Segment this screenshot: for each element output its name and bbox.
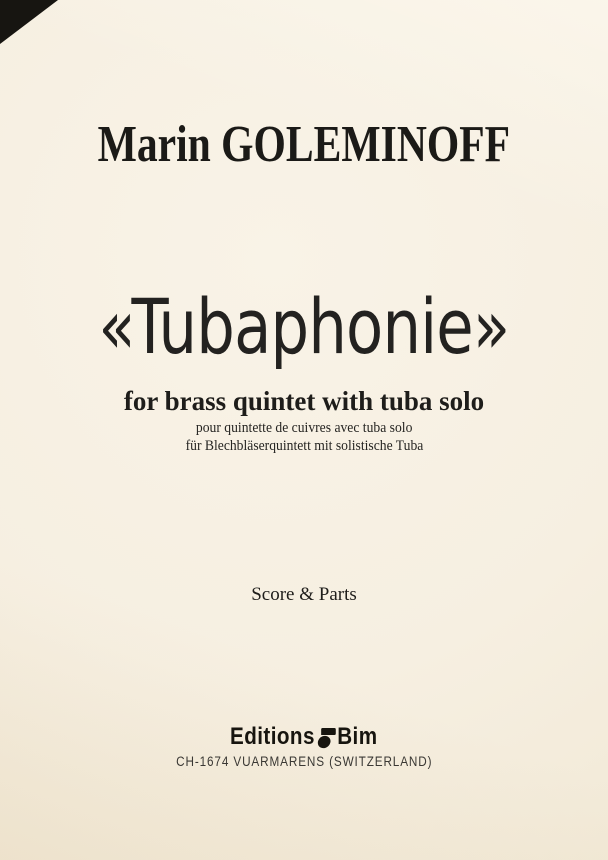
subtitle-english: for brass quintet with tuba solo — [123, 386, 485, 416]
subtitle-german-text: für Blechbläserquintett mit solistische Tuba — [185, 438, 423, 454]
corner-triangle-decoration — [0, 0, 58, 44]
publisher-address-text: CH-1674 VUARMARENS (SWITZERLAND) — [175, 754, 433, 769]
publisher-name-left: Editions — [230, 723, 316, 750]
publisher-logo — [0, 722, 608, 752]
publisher-name-right: Bim — [337, 723, 378, 750]
work-title-text: «Tubaphonie» — [98, 282, 510, 371]
composer-name-text: Marin GOLEMINOFF — [97, 116, 511, 173]
bim-note-icon-flag — [321, 728, 336, 735]
subtitle-german — [0, 437, 608, 455]
subtitle-french — [0, 419, 608, 437]
work-title — [0, 282, 608, 371]
subtitle-french-text: pour quintette de cuivres avec tuba solo — [195, 420, 413, 436]
bim-note-icon — [318, 725, 336, 749]
composer-name — [0, 116, 608, 173]
bim-note-icon-head — [316, 734, 331, 750]
contents-note: Score & Parts — [251, 584, 357, 605]
publisher-logo-inner — [230, 722, 378, 752]
publisher-address — [0, 753, 608, 770]
